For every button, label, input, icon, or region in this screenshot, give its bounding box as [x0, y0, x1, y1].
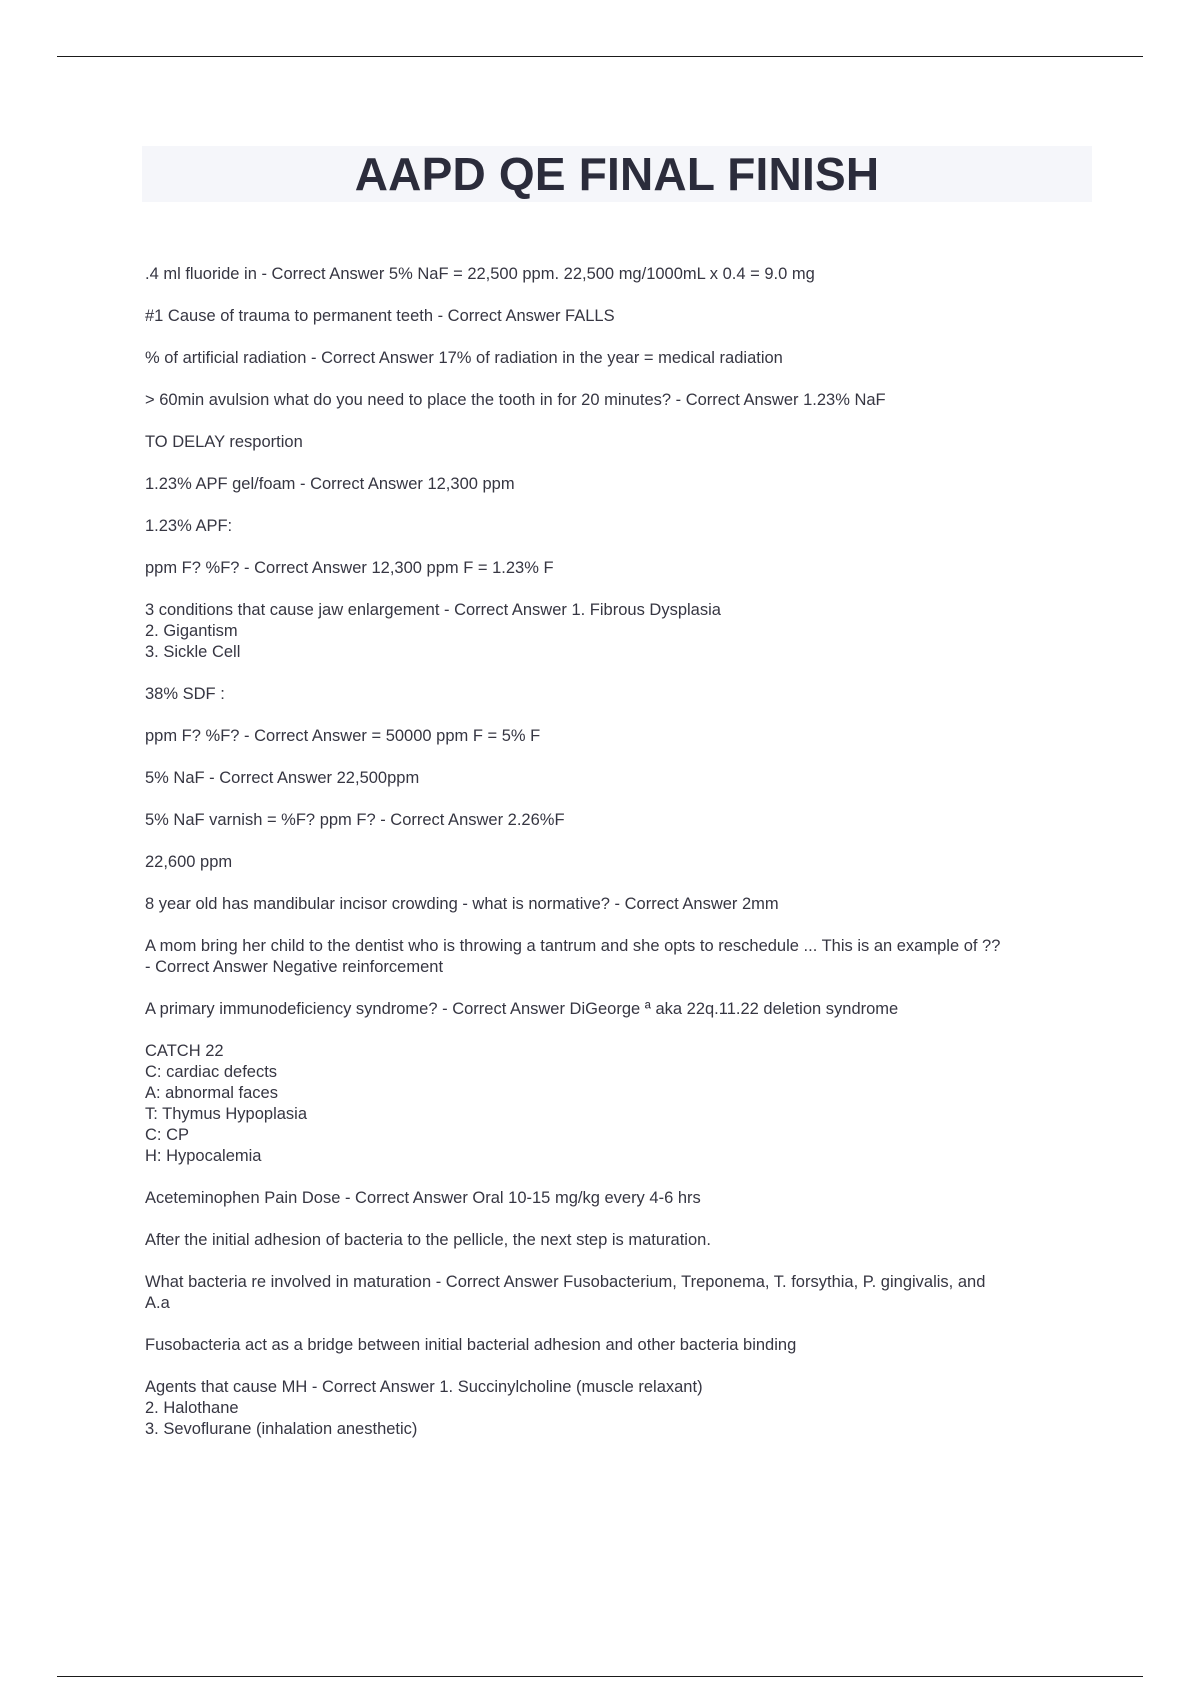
qa-entry: 1.23% APF: [145, 517, 233, 535]
qa-entry: .4 ml fluoride in - Correct Answer 5% NaF = 22,500 ppm. 22,500 mg/1000mL x 0.4 = 9.0 mg [145, 265, 815, 283]
qa-entry: A mom bring her child to the dentist who is throwing a tantrum and she opts to reschedule ... This is an example of ?? - Correct Answer Negative reinforcement [145, 937, 1001, 976]
qa-entry: #1 Cause of trauma to permanent teeth - Correct Answer FALLS [145, 307, 615, 325]
qa-entry: ppm F? %F? - Correct Answer = 50000 ppm F = 5% F [145, 727, 541, 745]
qa-entry: 3 conditions that cause jaw enlargement - Correct Answer 1. Fibrous Dysplasia 2. Gigantism 3. Sickle Cell [145, 601, 721, 661]
qa-entry: Fusobacteria act as a bridge between initial bacterial adhesion and other bacteria binding [145, 1336, 797, 1354]
qa-entry: Agents that cause MH - Correct Answer 1. Succinylcholine (muscle relaxant) 2. Halothane 3. Sevoflurane (inhalation anesthetic) [145, 1378, 703, 1438]
qa-entry: > 60min avulsion what do you need to place the tooth in for 20 minutes? - Correct Answer 1.23% NaF [145, 391, 886, 409]
qa-entry: CATCH 22 C: cardiac defects A: abnormal faces T: Thymus Hypoplasia C: CP H: Hypocalemia [145, 1042, 308, 1165]
qa-entry: TO DELAY resportion [145, 433, 303, 451]
qa-entry: 38% SDF : [145, 685, 225, 703]
qa-entry: 8 year old has mandibular incisor crowding - what is normative? - Correct Answer 2mm [145, 895, 779, 913]
qa-entry: ppm F? %F? - Correct Answer 12,300 ppm F = 1.23% F [145, 559, 554, 577]
qa-list [145, 264, 1095, 1461]
qa-entry: 1.23% APF gel/foam - Correct Answer 12,300 ppm [145, 475, 515, 493]
qa-entry: % of artificial radiation - Correct Answer 17% of radiation in the year = medical radiation [145, 349, 783, 367]
top-rule [57, 56, 1143, 57]
qa-entry: 5% NaF varnish = %F? ppm F? - Correct Answer 2.26%F [145, 811, 565, 829]
qa-entry: 5% NaF - Correct Answer 22,500ppm [145, 769, 420, 787]
qa-entry: A primary immunodeficiency syndrome? - Correct Answer DiGeorge ª aka 22q.11.22 deletion syndrome [145, 1000, 899, 1018]
title-banner [142, 146, 1092, 202]
qa-entry: After the initial adhesion of bacteria to the pellicle, the next step is maturation. [145, 1231, 711, 1249]
qa-entry: Aceteminophen Pain Dose - Correct Answer Oral 10-15 mg/kg every 4-6 hrs [145, 1189, 701, 1207]
qa-entry: What bacteria re involved in maturation - Correct Answer Fusobacterium, Treponema, T. forsythia, P. gingivalis, and A.a [145, 1273, 986, 1312]
bottom-rule [57, 1676, 1143, 1677]
document-title: AAPD QE FINAL FINISH [354, 148, 880, 200]
qa-entry: 22,600 ppm [145, 853, 233, 871]
